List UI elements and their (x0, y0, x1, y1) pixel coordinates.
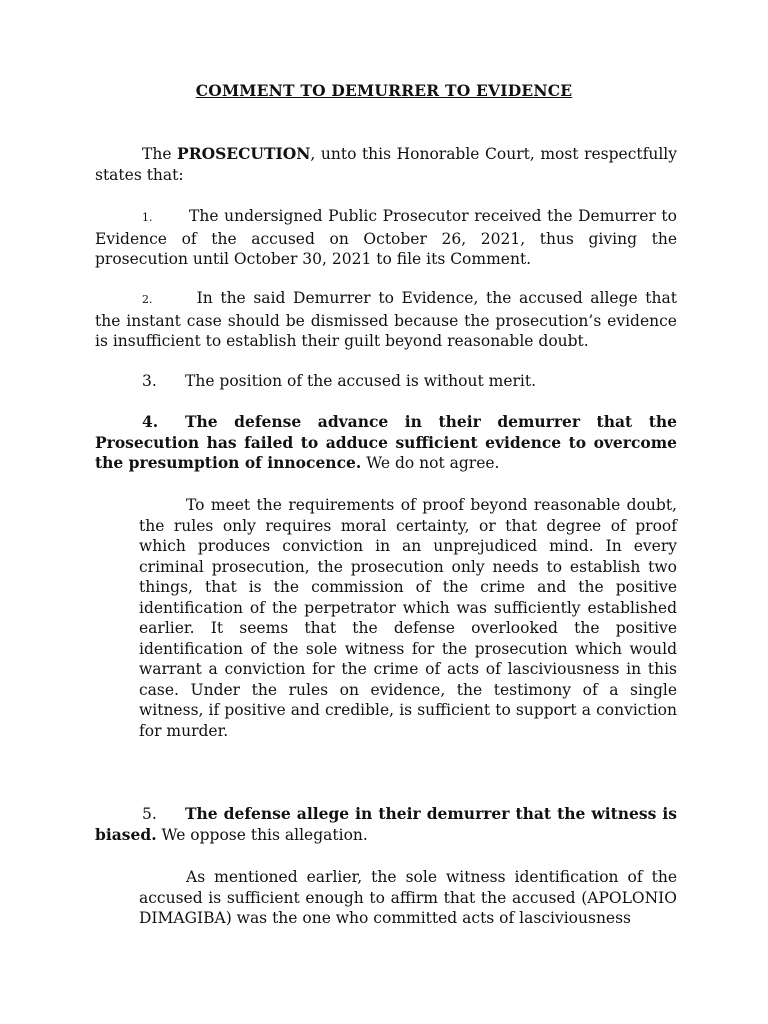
paragraph-3 (95, 371, 677, 392)
paragraph-4-bold: The defense advance in their demurrer that the Prosecution has failed to adduce sufficient evidence to overcome the presumption of innocence. (95, 412, 677, 472)
paragraph-2 (95, 288, 677, 352)
paragraph-1-number: 1. (142, 211, 153, 224)
paragraph-4-number: 4. (142, 412, 159, 431)
document-title: COMMENT TO DEMURRER TO EVIDENCE (195, 81, 573, 100)
paragraph-5-number: 5. (142, 805, 157, 823)
paragraph-5 (95, 804, 677, 845)
intro-paragraph (95, 144, 677, 185)
argument-block-1: To meet the requirements of proof beyond reasonable doubt, the rules only requires moral certainty, or that degree of proof which produces conviction in an unprejudiced mind. In every criminal prosecution, the prosecution only needs to establish two things, that is the commission of the crime and the positive identification of the perpetrator which was sufficiently established earlier. It seems that the defense overlooked the positive identification of the sole witness for the prosecution which would warrant a conviction for the crime of acts of lasciviousness in this case. Under the rules on evidence, the testimony of a single witness, if positive and credible, is sufficient to support a conviction for murder. (139, 496, 677, 740)
paragraph-4-rest: We do not agree. (361, 454, 500, 472)
paragraph-2-text: In the said Demurrer to Evidence, the accused allege that the instant case should be dismissed because the prosecution’s evidence is insufficient to establish their guilt beyond reasonable doubt. (95, 289, 677, 350)
paragraph-3-text: The position of the accused is without merit. (185, 372, 537, 390)
intro-lead: The (142, 145, 178, 163)
intro-party: PROSECUTION (177, 144, 311, 163)
paragraph-1 (95, 206, 677, 270)
paragraph-3-number: 3. (142, 372, 157, 390)
paragraph-4 (95, 412, 677, 474)
argument-block-2: As mentioned earlier, the sole witness identification of the accused is sufficient enough to affirm that the accused (APOLONIO DIMAGIBA) was the one who committed acts of lasciviousness (139, 868, 677, 927)
paragraph-2-number: 2. (142, 293, 153, 306)
intro-rest: , unto this Honorable Court, most respectfully states that: (95, 145, 678, 184)
paragraph-1-text: The undersigned Public Prosecutor received the Demurrer to Evidence of the accused on October 26, 2021, thus giving the prosecution until October 30, 2021 to file its Comment. (95, 207, 677, 268)
paragraph-5-rest: We oppose this allegation. (156, 825, 368, 844)
paragraph-5-bold: The defense allege in their demurrer that the witness is biased. (95, 804, 677, 844)
